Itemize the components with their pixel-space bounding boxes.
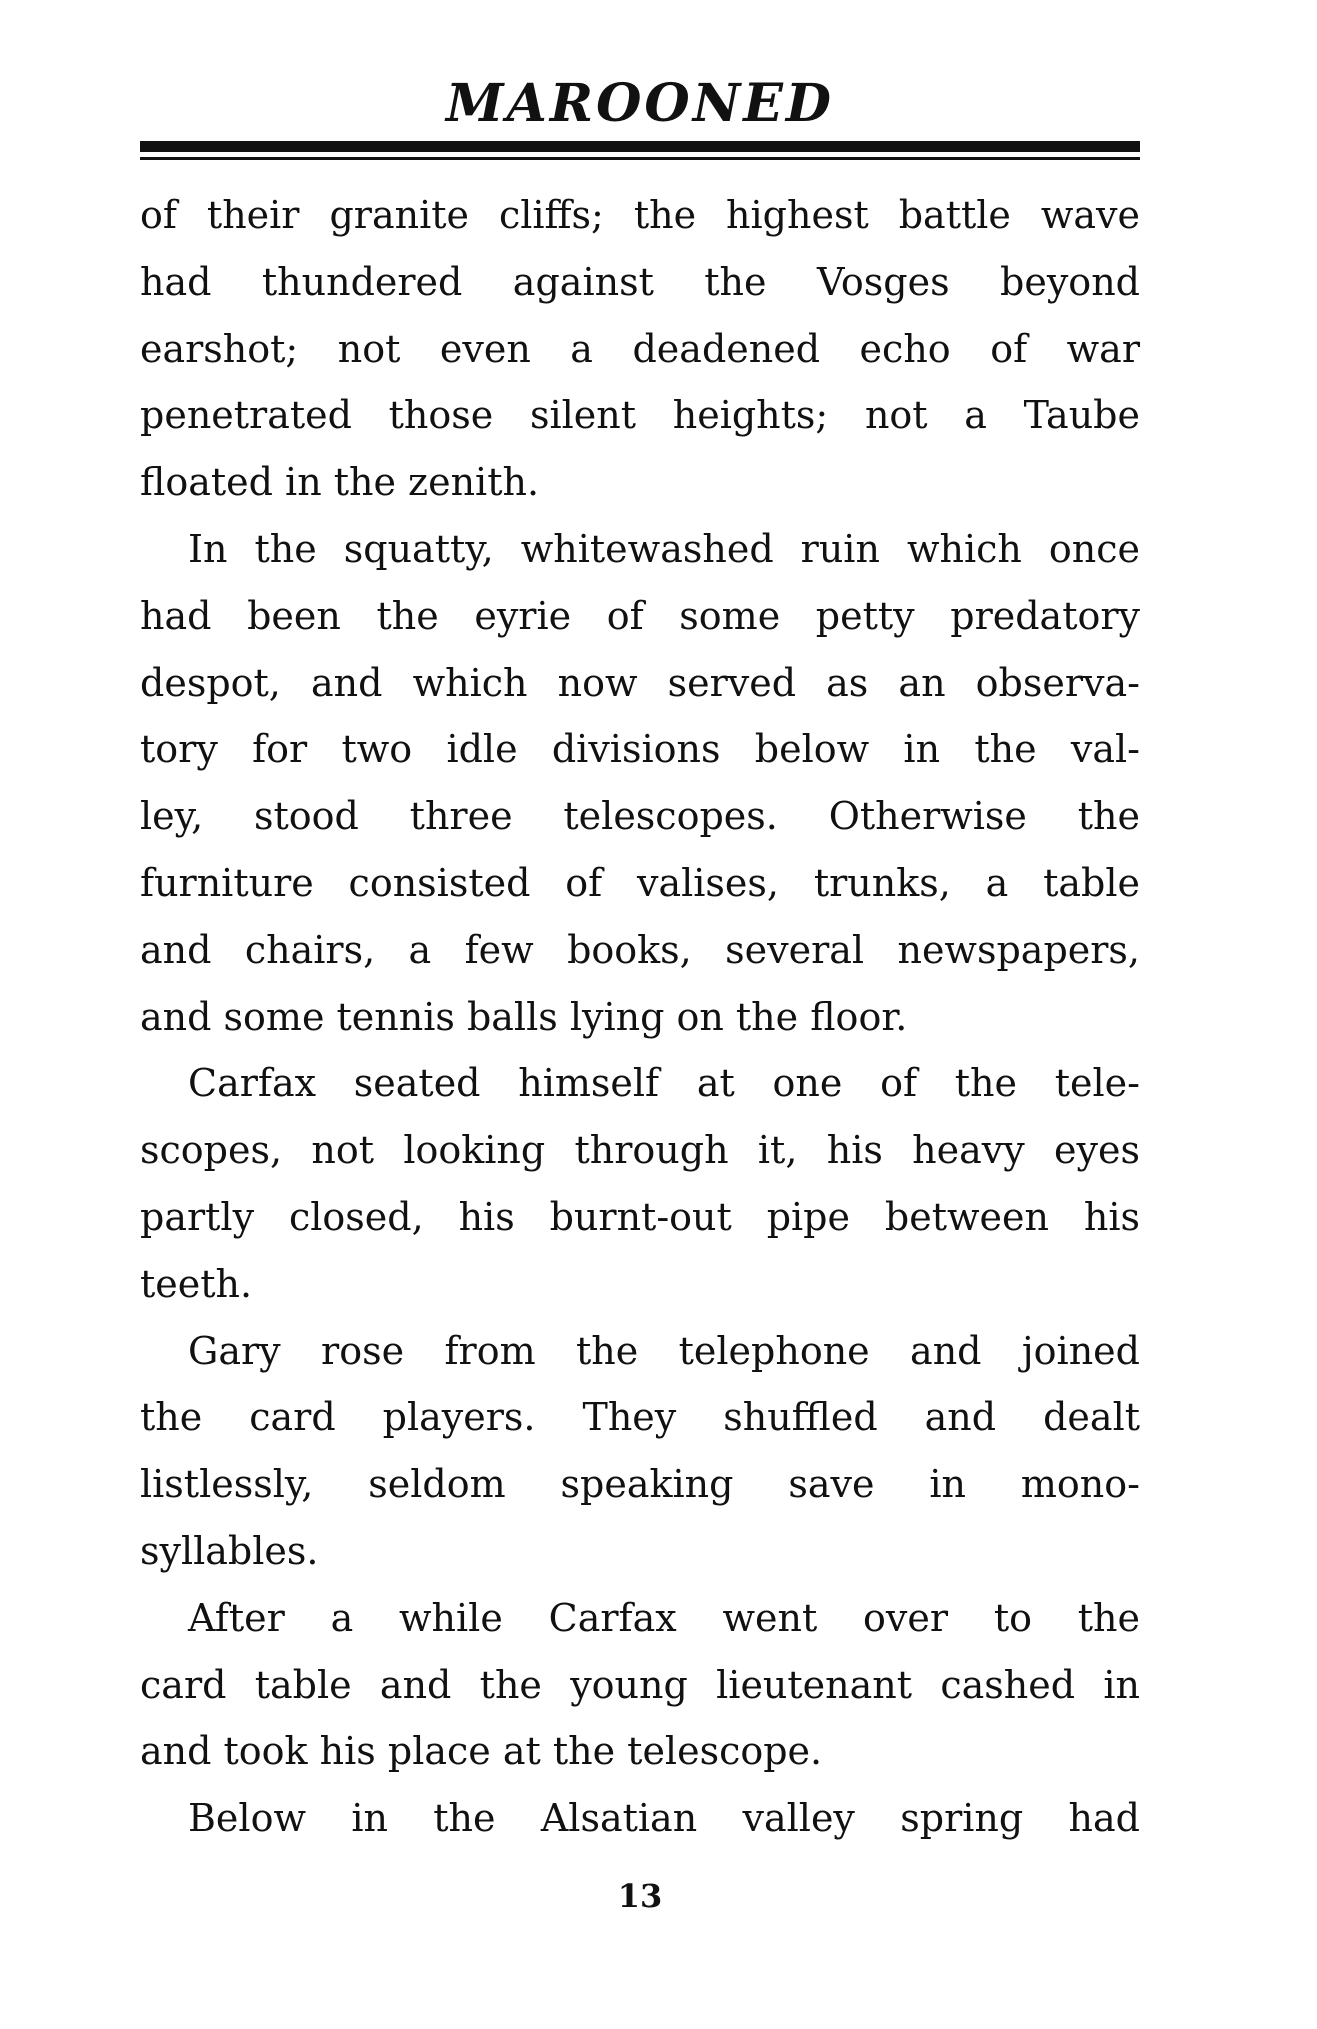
text-line: Below in the Alsatian valley spring had [188,1796,1140,1841]
text-line: syllables. [140,1528,319,1573]
paragraph [140,182,1140,516]
text-line: had been the eyrie of some petty predatory [140,593,1140,638]
text-line: floated in the zenith. [140,460,540,505]
text-line: scopes, not looking through it, his heavy eyes [140,1128,1140,1173]
header-rule-thin [140,157,1140,160]
paragraph [140,1785,1140,1852]
text-line: and chairs, a few books, several newspapers, [140,927,1140,972]
text-line: and took his place at the telescope. [140,1729,823,1774]
text-line: card table and the young lieutenant cashed in [140,1662,1140,1707]
text-line: Gary rose from the telephone and joined [188,1328,1140,1373]
text-line: After a while Carfax went over to the [188,1595,1140,1640]
body-text [140,182,1140,1852]
paragraph [140,1318,1140,1585]
text-line: of their granite cliffs; the highest battle wave [140,193,1140,237]
text-line: despot, and which now served as an observa- [140,660,1140,705]
paragraph [140,1585,1140,1785]
text-line: the card players. They shuffled and dealt [140,1395,1140,1440]
text-line: partly closed, his burnt-out pipe between his [140,1194,1140,1239]
text-line: earshot; not even a deadened echo of war [140,326,1140,371]
text-line: ley, stood three telescopes. Otherwise the [140,794,1140,839]
text-line: Carfax seated himself at one of the tele- [188,1061,1140,1106]
text-line: listlessly, seldom speaking save in mono- [140,1462,1140,1507]
text-line: had thundered against the Vosges beyond [140,259,1140,304]
page-number: 13 [617,1877,663,1915]
text-line: furniture consisted of valises, trunks, a table [140,860,1140,905]
text-line: and some tennis balls lying on the floor. [140,994,908,1039]
text-line: tory for two idle divisions below in the val- [140,727,1140,772]
running-head: MAROONED [446,73,834,134]
text-line: In the squatty, whitewashed ruin which once [188,526,1140,571]
paragraph [140,516,1140,1050]
text-line: teeth. [140,1261,253,1306]
header-rule-thick [140,141,1140,152]
paragraph [140,1050,1140,1317]
text-line: penetrated those silent heights; not a Taube [140,393,1140,438]
